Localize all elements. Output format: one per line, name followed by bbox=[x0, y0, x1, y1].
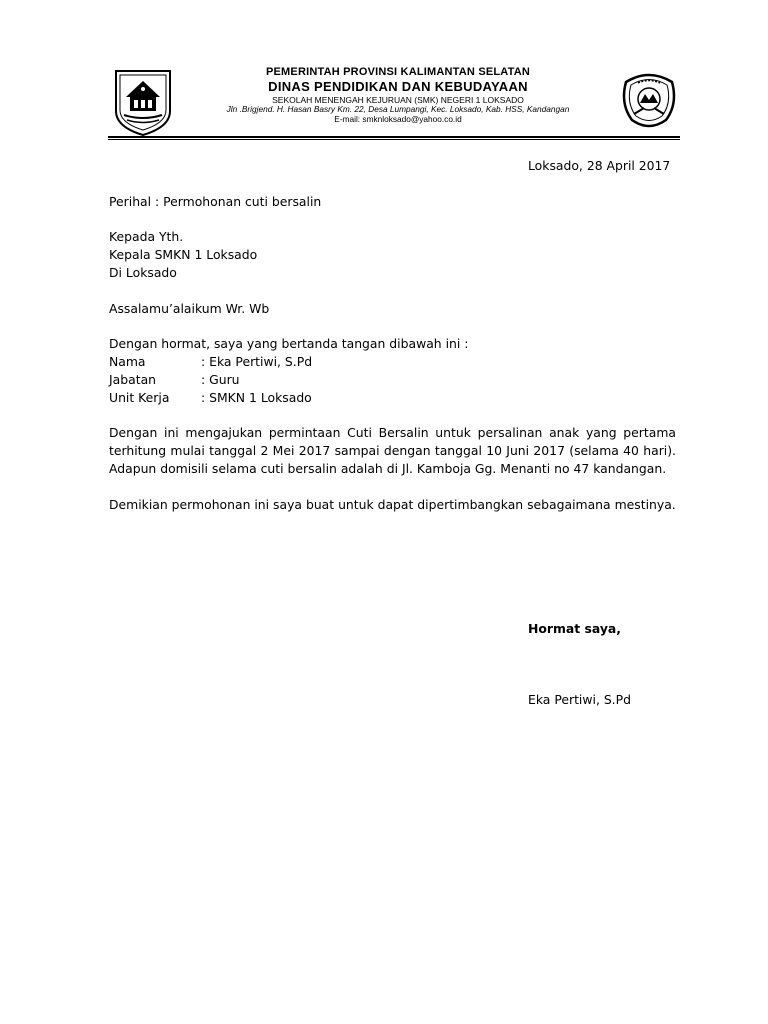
field-value: : Eka Pertiwi, S.Pd bbox=[201, 354, 313, 369]
field-value: : Guru bbox=[201, 372, 240, 387]
letter-subject: Perihal : Permohonan cuti bersalin bbox=[109, 194, 322, 209]
intro-text: Dengan hormat, saya yang bertanda tangan dibawah ini : bbox=[109, 336, 469, 351]
identity-block bbox=[109, 335, 676, 407]
letterhead-email: E-mail: smknloksado@yahoo.co.id bbox=[334, 113, 462, 124]
school-emblem-icon bbox=[620, 68, 678, 132]
field-row-unit bbox=[109, 389, 676, 407]
province-crest-icon bbox=[112, 67, 174, 137]
field-row-position bbox=[109, 371, 676, 389]
letterhead bbox=[108, 62, 678, 138]
letterhead-divider-thin bbox=[108, 139, 680, 140]
signer-name: Eka Pertiwi, S.Pd bbox=[528, 692, 631, 707]
letterhead-school: SEKOLAH MENENGAH KEJURUAN (SMK) NEGERI 1 LOKSADO bbox=[272, 94, 524, 105]
letterhead-divider-thick bbox=[108, 136, 680, 138]
letterhead-government: PEMERINTAH PROVINSI KALIMANTAN SELATAN bbox=[265, 66, 531, 78]
field-row-name bbox=[109, 353, 676, 371]
addressee-line-1: Kepada Yth. bbox=[109, 229, 184, 244]
field-value: : SMKN 1 Loksado bbox=[201, 390, 312, 405]
letterhead-text bbox=[178, 66, 618, 125]
letter-date: Loksado, 28 April 2017 bbox=[528, 158, 671, 173]
closing-paragraph: Demikian permohonan ini saya buat untuk dapat dipertimbangkan sebagaimana mestinya. bbox=[109, 497, 676, 512]
request-paragraph: Dengan ini mengajukan permintaan Cuti Bersalin untuk persalinan anak yang pertama terhitung mulai tanggal 2 Mei 2017 sampai dengan tanggal 10 Juni 2017 (selama 40 hari). Adapun domisili selama cuti bersalin adalah di Jl. Kamboja Gg. Menanti no 47 kandangan. bbox=[109, 425, 676, 476]
field-label: Nama bbox=[109, 354, 146, 369]
field-label: Unit Kerja bbox=[109, 390, 170, 405]
addressee-block bbox=[109, 228, 676, 282]
greeting: Assalamu’alaikum Wr. Wb bbox=[109, 301, 270, 316]
field-label: Jabatan bbox=[109, 372, 157, 387]
addressee-line-2: Kepala SMKN 1 Loksado bbox=[109, 247, 258, 262]
letterhead-address: Jln .Brigjend. H. Hasan Basry Km. 22, Desa Lumpangi, Kec. Loksado, Kab. HSS, Kandangan bbox=[226, 103, 570, 114]
closing-salutation: Hormat saya, bbox=[528, 621, 622, 636]
letterhead-department: DINAS PENDIDIKAN DAN KEBUDAYAAN bbox=[268, 79, 528, 95]
addressee-line-3: Di Loksado bbox=[109, 265, 177, 280]
